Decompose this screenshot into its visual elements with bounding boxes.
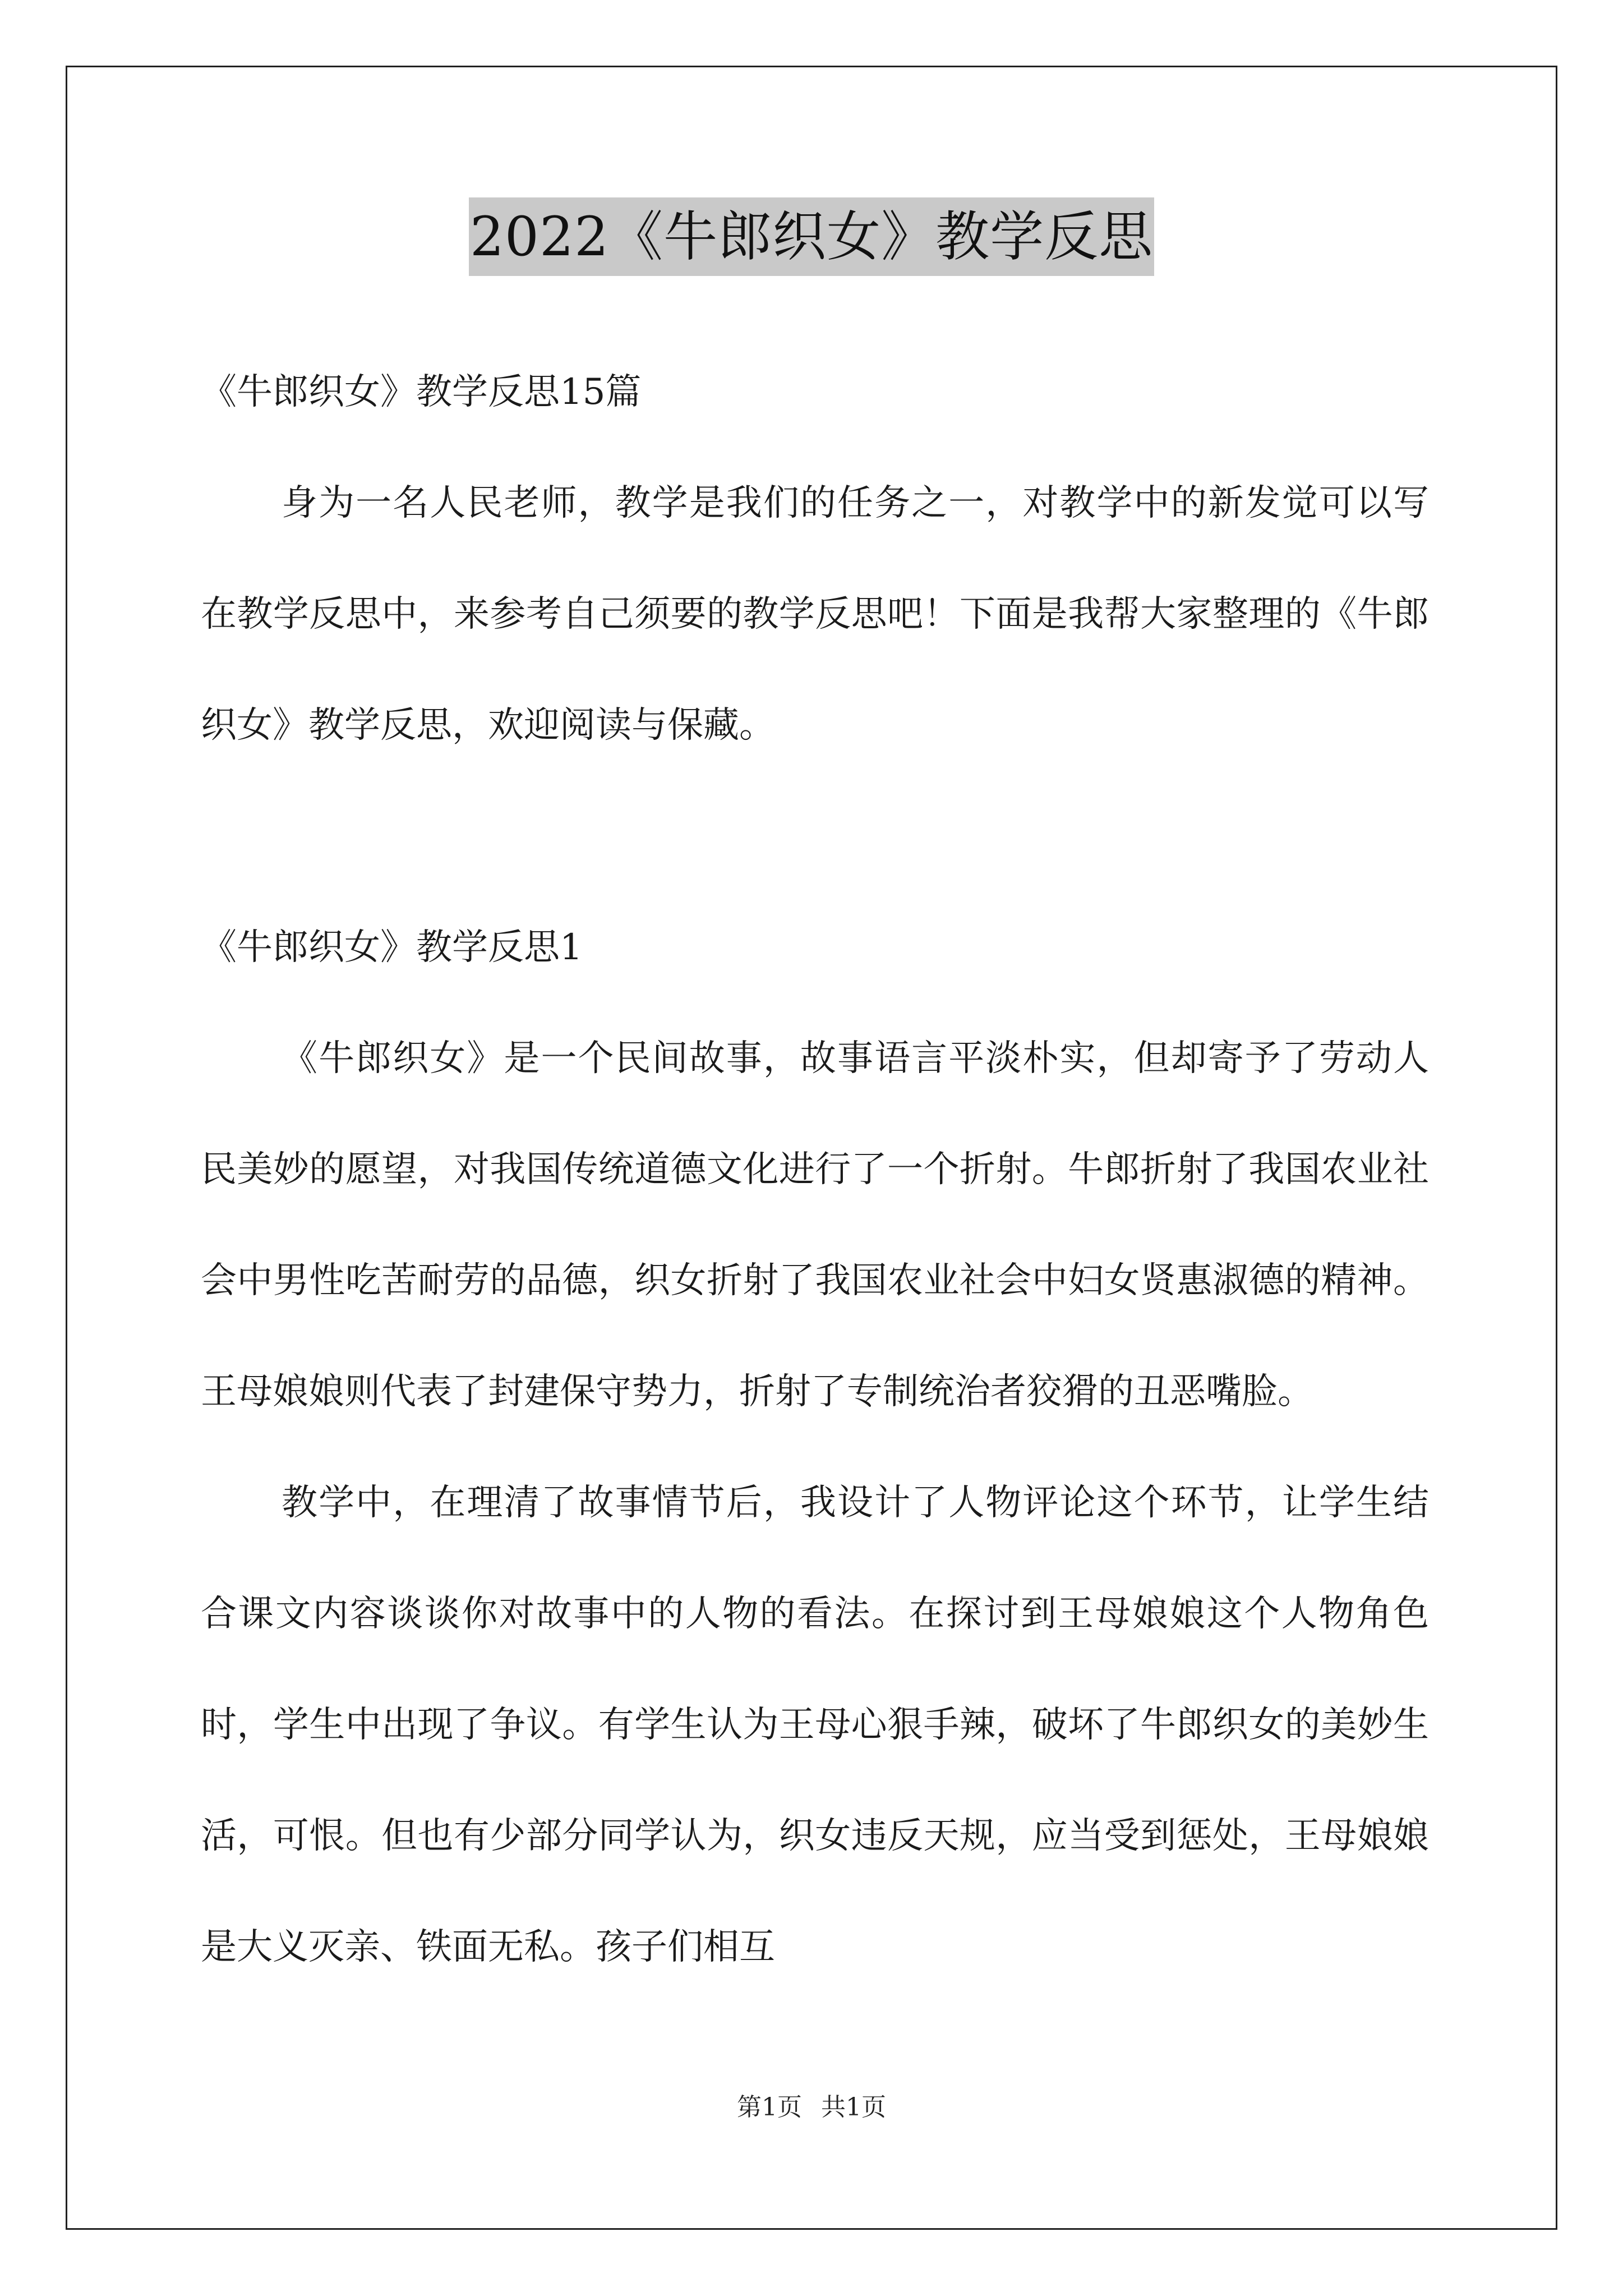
document-title: 2022《牛郎织女》教学反思 [469, 197, 1154, 276]
section-heading: 《牛郎织女》教学反思1 [201, 927, 583, 968]
section-spacer [201, 781, 1429, 892]
document-subtitle: 《牛郎织女》教学反思15篇 [201, 371, 642, 413]
body-paragraph-1: 《牛郎织女》是一个民间故事，故事语言平淡朴实，但却寄予了劳动人民美妙的愿望，对我国传统道德文化进行了一个折射。牛郎折射了我国农业社会中男性吃苦耐劳的品德，织女折射了我国农业社会中妇女贤惠淑德的精神。王母娘娘则代表了封建保守势力，折射了专制统治者狡猾的丑恶嘴脸。 [201, 1038, 1429, 1412]
document-body [201, 337, 1429, 2003]
page-footer [0, 2087, 1623, 2123]
intro-paragraph: 身为一名人民老师，教学是我们的任务之一，对教学中的新发觉可以写在教学反思中，来参考自己须要的教学反思吧！下面是我帮大家整理的《牛郎织女》教学反思，欢迎阅读与保藏。 [201, 482, 1429, 746]
page-number-current: 第1页 [737, 2093, 802, 2122]
body-paragraph-2: 教学中，在理清了故事情节后，我设计了人物评论这个环节，让学生结合课文内容谈谈你对故事中的人物的看法。在探讨到王母娘娘这个人物角色时，学生中出现了争议。有学生认为王母心狠手辣，破坏了牛郎织女的美妙生活，可恨。但也有少部分同学认为，织女违反天规，应当受到惩处，王母娘娘是大义灭亲、铁面无私。孩子们相互 [201, 1482, 1429, 1968]
title-wrap [0, 197, 1623, 276]
page-number-total: 共1页 [821, 2093, 886, 2122]
